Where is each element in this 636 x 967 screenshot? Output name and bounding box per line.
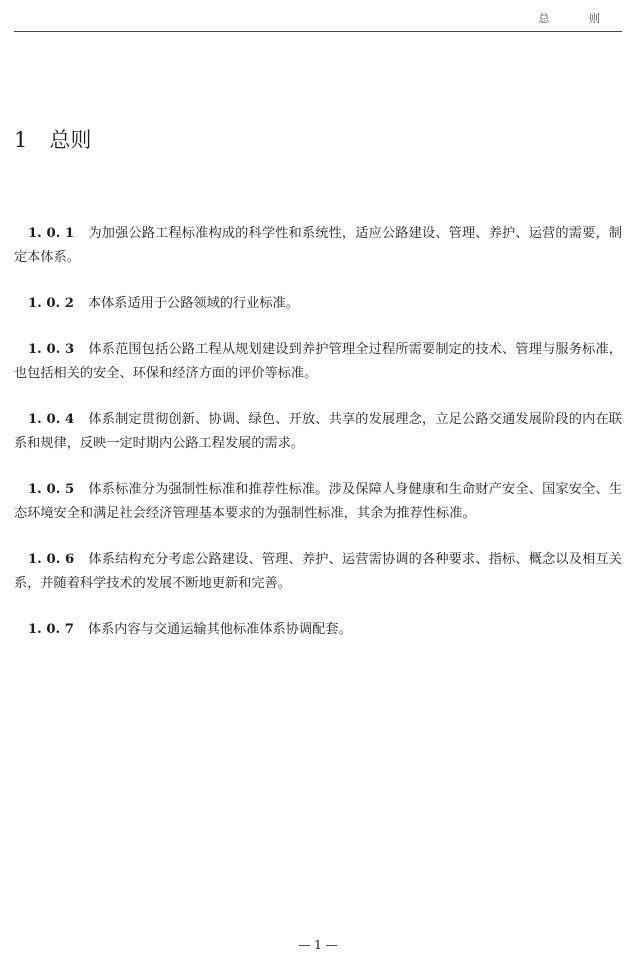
clause-text: 体系结构充分考虑公路建设、管理、养护、运营需协调的各种要求、指标、概念以及相互关系，并随着科学技术的发展不断地更新和完善。 xyxy=(14,552,622,591)
clause-1-0-3 xyxy=(14,338,622,386)
clause-number: 1. 0. 1 xyxy=(28,226,75,241)
clause-1-0-7 xyxy=(14,618,622,642)
clause-1-0-6 xyxy=(14,548,622,596)
clause-text: 体系制定贯彻创新、协调、绿色、开放、共享的发展理念，立足公路交通发展阶段的内在联系和规律，反映一定时期内公路工程发展的需求。 xyxy=(14,412,622,451)
clause-text: 为加强公路工程标准构成的科学性和系统性，适应公路建设、管理、养护、运营的需要，制定本体系。 xyxy=(14,226,622,265)
clause-number: 1. 0. 6 xyxy=(28,552,75,567)
clause-list xyxy=(14,222,622,664)
clause-number: 1. 0. 4 xyxy=(28,412,75,427)
clause-text: 体系标准分为强制性标准和推荐性标准。涉及保障人身健康和生命财产安全、国家安全、生态环境安全和满足社会经济管理基本要求的为强制性标准，其余为推荐性标准。 xyxy=(14,482,622,521)
clause-number: 1. 0. 2 xyxy=(28,296,74,311)
clause-text: 体系范围包括公路工程从规划建设到养护管理全过程所需要制定的技术、管理与服务标准，也包括相关的安全、环保和经济方面的评价等标准。 xyxy=(14,342,622,381)
clause-1-0-5 xyxy=(14,478,622,526)
clause-number: 1. 0. 5 xyxy=(28,482,75,497)
clause-text: 本体系适用于公路领域的行业标准。 xyxy=(87,296,299,311)
clause-1-0-1 xyxy=(14,222,622,270)
chapter-number: 1 xyxy=(14,128,28,152)
chapter-title-text: 总则 xyxy=(49,128,92,152)
clause-text: 体系内容与交通运输其他标准体系协调配套。 xyxy=(87,622,352,637)
page-number: — 1 — xyxy=(298,938,338,952)
chapter-title xyxy=(14,124,91,154)
clause-1-0-2 xyxy=(14,292,622,316)
clause-number: 1. 0. 7 xyxy=(28,622,74,637)
clause-1-0-4 xyxy=(14,408,622,456)
running-header: 总 则 xyxy=(538,12,618,25)
header-rule xyxy=(14,31,622,32)
clause-number: 1. 0. 3 xyxy=(28,342,75,357)
